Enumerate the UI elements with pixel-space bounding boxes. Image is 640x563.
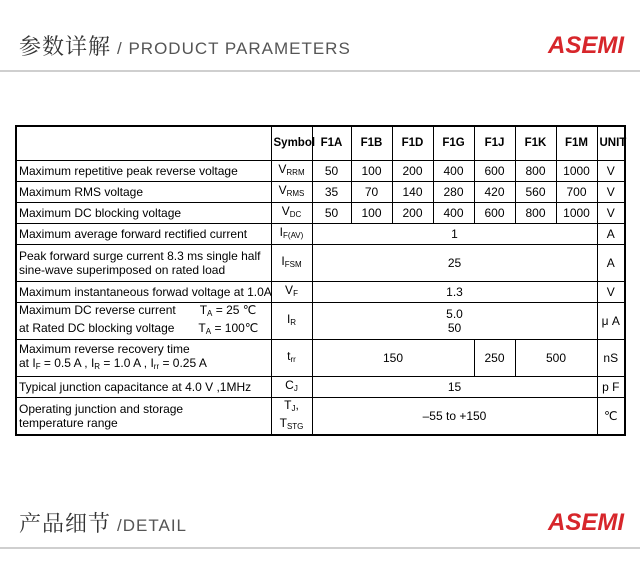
row-value: 35 [312,181,351,202]
section-header-detail [0,495,640,555]
row-value: 1000 [556,160,597,181]
row-value: 100 [351,202,392,223]
row-description: Maximum instantaneous forwad voltage at 1.0A [16,281,271,302]
section-title-en: / PRODUCT PARAMETERS [117,39,351,58]
row-description: Peak forward surge current 8.3 ms single half sine-wave superimposed on rated load [16,244,271,281]
table-row [16,281,625,302]
row-value: 140 [392,181,433,202]
table-row [16,339,625,376]
section-divider [0,547,640,549]
header-part: F1M [556,126,597,160]
section-divider [0,70,640,72]
row-unit: ℃ [597,397,625,435]
row-unit: p F [597,376,625,397]
row-value: 420 [474,181,515,202]
row-value: 70 [351,181,392,202]
table-row [16,397,625,435]
row-unit: V [597,160,625,181]
row-value: 1.3 [312,281,597,302]
row-value: 150 [312,339,474,376]
brand-logo: ASEMI [547,509,624,536]
row-unit: V [597,202,625,223]
header-part: F1K [515,126,556,160]
header-part: F1B [351,126,392,160]
row-value: 1 [312,223,597,244]
row-value: 800 [515,160,556,181]
row-symbol: $t_{rr}$ [271,339,312,376]
brand-logo: ASEMI [547,32,624,59]
row-description: Maximum repetitive peak reverse voltage [16,160,271,181]
row-value: 1000 [556,202,597,223]
header-part: F1D [392,126,433,160]
row-value: 600 [474,202,515,223]
row-description: Maximum DC blocking voltage [16,202,271,223]
row-unit: V [597,281,625,302]
table-row [16,223,625,244]
table-row [16,302,625,339]
row-value: 280 [433,181,474,202]
header-description [16,126,271,160]
row-unit: V [597,181,625,202]
row-unit: nS [597,339,625,376]
row-value: 15 [312,376,597,397]
row-symbol: $I_{FSM}$ [271,244,312,281]
row-description: Maximum DC reverse current $T_A = 25$ ℃ at Rated DC blocking voltage $T_A$ = 100℃ [16,302,271,339]
row-description: Maximum average forward rectified current [16,223,271,244]
row-value: 200 [392,202,433,223]
row-value: –55 to +150 [312,397,597,435]
row-unit: A [597,223,625,244]
row-value: 500 [515,339,597,376]
row-symbol: $V_{RRM}$ [271,160,312,181]
header-part: F1G [433,126,474,160]
row-value: 25 [312,244,597,281]
header-symbol: Symbol [271,126,312,160]
row-value: 700 [556,181,597,202]
row-symbol: $I_{F(AV)}$ [271,223,312,244]
row-value: 800 [515,202,556,223]
row-value: 100 [351,160,392,181]
header-unit: UNIT [597,126,625,160]
row-unit: A [597,244,625,281]
row-unit: μ A [597,302,625,339]
row-value: 50 [312,202,351,223]
row-description: Typical junction capacitance at 4.0 V ,1MHz [16,376,271,397]
section-title-en: /DETAIL [117,516,187,535]
header-part: F1A [312,126,351,160]
header-part: F1J [474,126,515,160]
section-header-parameters [0,18,640,78]
row-value: 200 [392,160,433,181]
table-row [16,181,625,202]
row-value: 560 [515,181,556,202]
row-symbol: $V_{DC}$ [271,202,312,223]
row-value: 5.0 50 [312,302,597,339]
section-title-cn: 产品细节 [19,512,112,537]
row-symbol: $C_J$ [271,376,312,397]
row-description: Operating junction and storage temperature range [16,397,271,435]
row-symbol: $V_F$ [271,281,312,302]
row-description: Maximum RMS voltage [16,181,271,202]
row-value: 250 [474,339,515,376]
table-row [16,202,625,223]
parameters-table [15,125,626,436]
section-title [19,507,187,538]
table-header-row [16,126,625,160]
row-value: 600 [474,160,515,181]
table-row [16,244,625,281]
table-row [16,160,625,181]
row-symbol: $I_R$ [271,302,312,339]
row-value: 50 [312,160,351,181]
row-symbol: $V_{RMS}$ [271,181,312,202]
row-symbol: $T_J$, $T_{STG}$ [271,397,312,435]
row-value: 400 [433,202,474,223]
section-title [19,30,351,61]
row-value: 400 [433,160,474,181]
row-description: Maximum reverse recovery time at $I_F = 0.5$ A , $I_R = 1.0$ A , $I_{rr} = 0.25$ A [16,339,271,376]
table-row [16,376,625,397]
section-title-cn: 参数详解 [19,35,112,60]
